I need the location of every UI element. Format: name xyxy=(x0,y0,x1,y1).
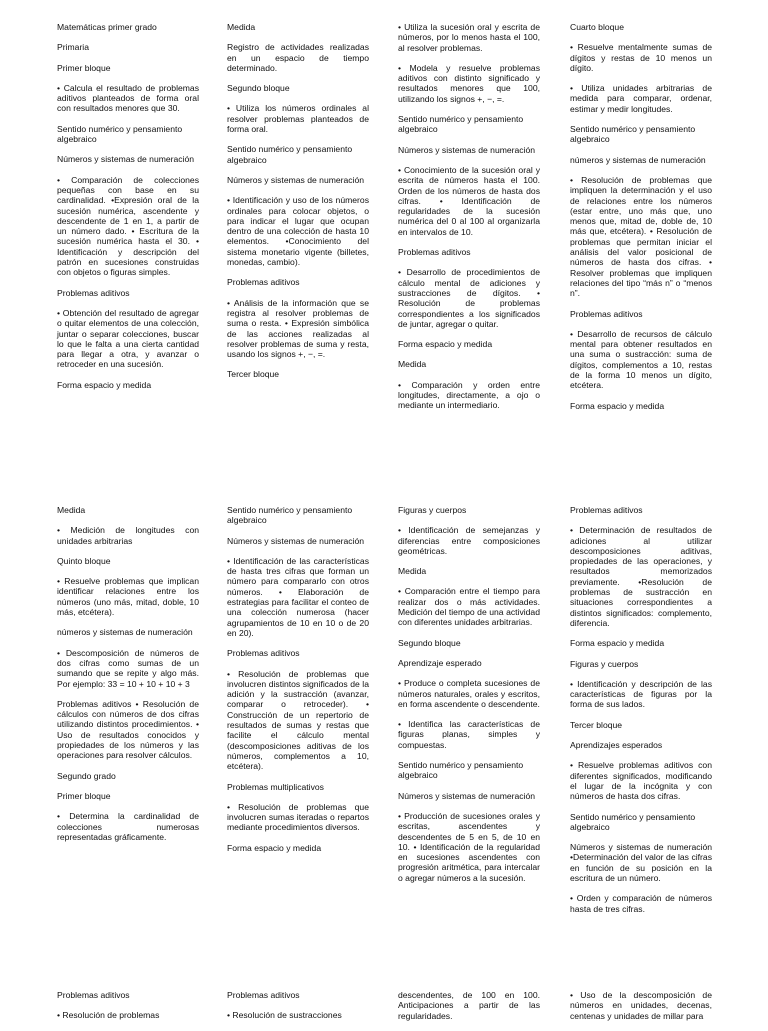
text-column xyxy=(227,22,369,390)
text-column xyxy=(398,990,540,1031)
paragraph: • Utiliza la sucesión oral y escrita de números, por lo menos hasta el 100, al resolver problemas. xyxy=(398,22,540,53)
heading: Problemas aditivos xyxy=(398,247,471,258)
heading: Problemas aditivos xyxy=(570,308,643,319)
paragraph: Números y sistemas de numeración •Determinación del valor de las cifras en función de su posición en la escritura de un número. xyxy=(570,842,712,884)
text-column xyxy=(570,990,712,1031)
paragraph: • Análisis de la información que se registra al resolver problemas de suma o resta. • Expresión simbólica de las acciones realizadas al resolver problemas de suma y resta, usando los signos +, −, =. xyxy=(227,297,369,360)
paragraph: • Comparación entre el tiempo para realizar dos o más actividades. Medición del tiempo de una actividad con diferentes unidades arbitrarias. xyxy=(398,586,540,628)
paragraph: • Desarrollo de recursos de cálculo mental para obtener resultados en una suma o sustracción: suma de dígitos, complementos a 10, restas de la forma 10 menos un dígito, etcétera. xyxy=(570,328,712,391)
paragraph: Problemas aditivos • Resolución de cálculos con números de dos cifras utilizando distintos procedimientos. • Uso de resultados conocidos y propiedades de los números y las operaciones para resolver cálculos. xyxy=(57,698,199,761)
heading: números y sistemas de numeración xyxy=(570,154,706,165)
paragraph: • Producción de sucesiones orales y escritas, ascendentes y descendentes de 5 en 5, de 10 en 10. • Identificación de la regularidad en sucesiones ascendentes con progresión aritmética, para intercalar o agregar números a la sucesión. xyxy=(398,810,540,883)
heading: Sentido numérico y pensamiento algebraico xyxy=(570,811,696,832)
heading: Cuarto bloque xyxy=(570,22,624,32)
paragraph: • Determina la cardinalidad de colecciones numerosas representadas gráficamente. xyxy=(57,811,199,842)
heading: Sentido numérico y pensamiento algebraico xyxy=(398,114,524,135)
paragraph: • Conocimiento de la sucesión oral y escrita de números hasta el 100. Orden de los números de hasta dos cifras. • Identificación de regularidades de la sucesión numérica del 0 al 100 al organizarla en intervalos de 10. xyxy=(398,164,540,237)
text-column xyxy=(57,505,199,852)
heading: Medida xyxy=(398,359,427,370)
heading: Tercer bloque xyxy=(570,719,623,730)
heading: Números y sistemas de numeración xyxy=(398,790,536,801)
text-column xyxy=(57,22,199,400)
heading: Forma espacio y medida xyxy=(570,400,665,411)
heading: Primer bloque xyxy=(57,62,111,73)
text-column xyxy=(398,22,540,421)
heading: Tercer bloque xyxy=(227,369,280,380)
paragraph: • Utiliza los números ordinales al resolver problemas planteados de forma oral. xyxy=(227,103,369,135)
heading: Aprendizaje esperado xyxy=(398,657,482,668)
paragraph: • Uso de la descomposición de números en unidades, decenas, centenas y unidades de millar para xyxy=(570,990,712,1021)
heading: Forma espacio y medida xyxy=(570,638,665,649)
heading: Medida xyxy=(398,566,427,577)
paragraph: • Resuelve problemas que implican identificar relaciones entre los números (uno más, mitad, doble, 10 más, etcétera). xyxy=(57,576,199,618)
paragraph: • Resolución de sustracciones xyxy=(227,1010,342,1021)
heading: Forma espacio y medida xyxy=(227,842,322,853)
paragraph: • Comparación y orden entre longitudes, directamente, a ojo o mediante un intermediario. xyxy=(398,379,540,411)
text-column xyxy=(227,990,369,1031)
paragraph: • Resolución de problemas que impliquen la determinación y el uso de relaciones entre los números (estar entre, uno más que, uno menos que, mitad de, doble de, 10 más que, etcétera). • Resolución de problemas que permitan iniciar el análisis del valor posicional de números de hasta dos cifras. • Resolver problemas que impliquen relaciones del tipo “más n” o “menos n”. xyxy=(570,174,712,299)
paragraph: • Medición de longitudes con unidades arbitrarias xyxy=(57,525,199,546)
paragraph: • Resolución de problemas que involucren sumas iteradas o repartos mediante procedimientos diversos. xyxy=(227,801,369,833)
paragraph: • Orden y comparación de números hasta de tres cifras. xyxy=(570,893,712,914)
paragraph: • Resuelve problemas aditivos con diferentes significados, modificando el lugar de la incógnita y con números de hasta dos cifras. xyxy=(570,760,712,802)
heading: Problemas aditivos xyxy=(57,287,130,298)
heading: Aprendizajes esperados xyxy=(570,740,663,751)
heading: Sentido numérico y pensamiento algebraico xyxy=(398,760,524,781)
heading: Figuras y cuerpos xyxy=(398,505,467,515)
heading: Primer bloque xyxy=(57,790,111,801)
heading: Forma espacio y medida xyxy=(398,339,493,350)
heading: Problemas aditivos xyxy=(570,505,643,515)
heading: Matemáticas primer grado xyxy=(57,22,157,32)
text-column xyxy=(57,990,199,1031)
paragraph: • Comparación de colecciones pequeñas con base en su cardinalidad. •Expresión oral de la sucesión numérica, ascendente y descendente de 1 en 1, a partir de un número dado. • Escritura de la sucesión numérica hasta el 30. • Identificación y descripción del patrón en sucesiones construidas con objetos o figuras simples. xyxy=(57,174,199,278)
heading: Medida xyxy=(57,505,86,515)
heading: Sentido numérico y pensamiento algebraico xyxy=(570,124,696,145)
heading: Números y sistemas de numeración xyxy=(57,154,195,165)
paragraph: • Identificación de semejanzas y diferencias entre composiciones geométricas. xyxy=(398,525,540,556)
paragraph: • Modela y resuelve problemas aditivos con distinto significado y resultados menores que 100, utilizando los signos +, −, =. xyxy=(398,62,540,104)
paragraph: • Identificación de las características de hasta tres cifras que forman un número para compararlo con otros números. • Elaboración de estrategias para facilitar el conteo de una colección numerosa (hacer agrupamientos de 10 en 10 o de 20 en 20). xyxy=(227,555,369,638)
paragraph: • Utiliza unidades arbitrarias de medida para comparar, ordenar, estimar y medir longitudes. xyxy=(570,83,712,114)
text-column xyxy=(570,505,712,924)
heading: Problemas aditivos xyxy=(227,990,300,1000)
heading: Números y sistemas de numeración xyxy=(227,535,365,546)
text-column xyxy=(398,505,540,893)
heading: Quinto bloque xyxy=(57,555,111,566)
paragraph: • Obtención del resultado de agregar o quitar elementos de una colección, juntar o separar colecciones, buscar lo que le falta a una cierta cantidad para llegar a otra, y avanzar o retroceder en una sucesión. xyxy=(57,307,199,370)
paragraph: • Identificación y uso de los números ordinales para colocar objetos, o para indicar el lugar que ocupan dentro de una colección de hasta 10 elementos. •Conocimiento del sistema monetario vigente (billetes, monedas, cambio). xyxy=(227,195,369,268)
heading: Números y sistemas de numeración xyxy=(398,144,536,155)
heading: números y sistemas de numeración xyxy=(57,627,193,638)
paragraph: • Desarrollo de procedimientos de cálculo mental de adiciones y sustracciones de dígitos. • Resolución de problemas correspondientes a los significados de juntar, agregar o quitar. xyxy=(398,267,540,329)
paragraph: • Produce o completa sucesiones de números naturales, orales y escritos, en forma ascendente o descendente. xyxy=(398,678,540,709)
heading: Números y sistemas de numeración xyxy=(227,174,365,185)
paragraph: • Identifica las características de figuras planas, simples y compuestas. xyxy=(398,719,540,750)
paragraph: • Calcula el resultado de problemas aditivos planteados de forma oral con resultados menores que 30. xyxy=(57,82,199,114)
heading: Segundo grado xyxy=(57,770,116,781)
heading: Problemas aditivos xyxy=(227,648,300,659)
paragraph: • Resolución de problemas xyxy=(57,1010,160,1021)
heading: Sentido numérico y pensamiento algebraico xyxy=(227,505,353,526)
heading: Problemas aditivos xyxy=(227,277,300,288)
paragraph: Registro de actividades realizadas en un espacio de tiempo determinado. xyxy=(227,42,369,73)
text-column xyxy=(570,22,712,421)
paragraph: • Resuelve mentalmente sumas de dígitos y restas de 10 menos un dígito. xyxy=(570,42,712,73)
heading: Problemas aditivos xyxy=(57,990,130,1000)
heading: Forma espacio y medida xyxy=(57,379,152,390)
heading: Problemas multiplicativos xyxy=(227,781,324,792)
heading: Sentido numérico y pensamiento algebraico xyxy=(227,144,353,165)
paragraph: • Descomposición de números de dos cifras como sumas de un sumando que se repite y algo más. Por ejemplo: 33 = 10 + 10 + 10 + 3 xyxy=(57,647,199,689)
paragraph: • Resolución de problemas que involucren distintos significados de la adición y la sustracción (avanzar, comparar o retroceder). • Construcción de un repertorio de resultados de sumas y restas que facilite el cálculo mental (descomposiciones aditivas de los números, complementos a 10, etcétera). xyxy=(227,668,369,772)
heading: Segundo bloque xyxy=(227,83,290,94)
paragraph: • Determinación de resultados de adiciones al utilizar descomposiciones aditivas, propiedades de las operaciones, y resultados memorizados previamente. •Resolución de problemas de sustracción en situaciones correspondientes a distintos significados: complemento, diferencia. xyxy=(570,525,712,628)
heading: Medida xyxy=(227,22,256,32)
heading: Figuras y cuerpos xyxy=(570,658,639,669)
paragraph: descendentes, de 100 en 100. Anticipaciones a partir de las regularidades. xyxy=(398,990,540,1021)
paragraph: • Identificación y descripción de las características de figuras por la forma de sus lados. xyxy=(570,678,712,710)
heading: Segundo bloque xyxy=(398,637,461,648)
heading: Sentido numérico y pensamiento algebraico xyxy=(57,123,183,145)
text-column xyxy=(227,505,369,863)
heading: Primaria xyxy=(57,42,89,53)
